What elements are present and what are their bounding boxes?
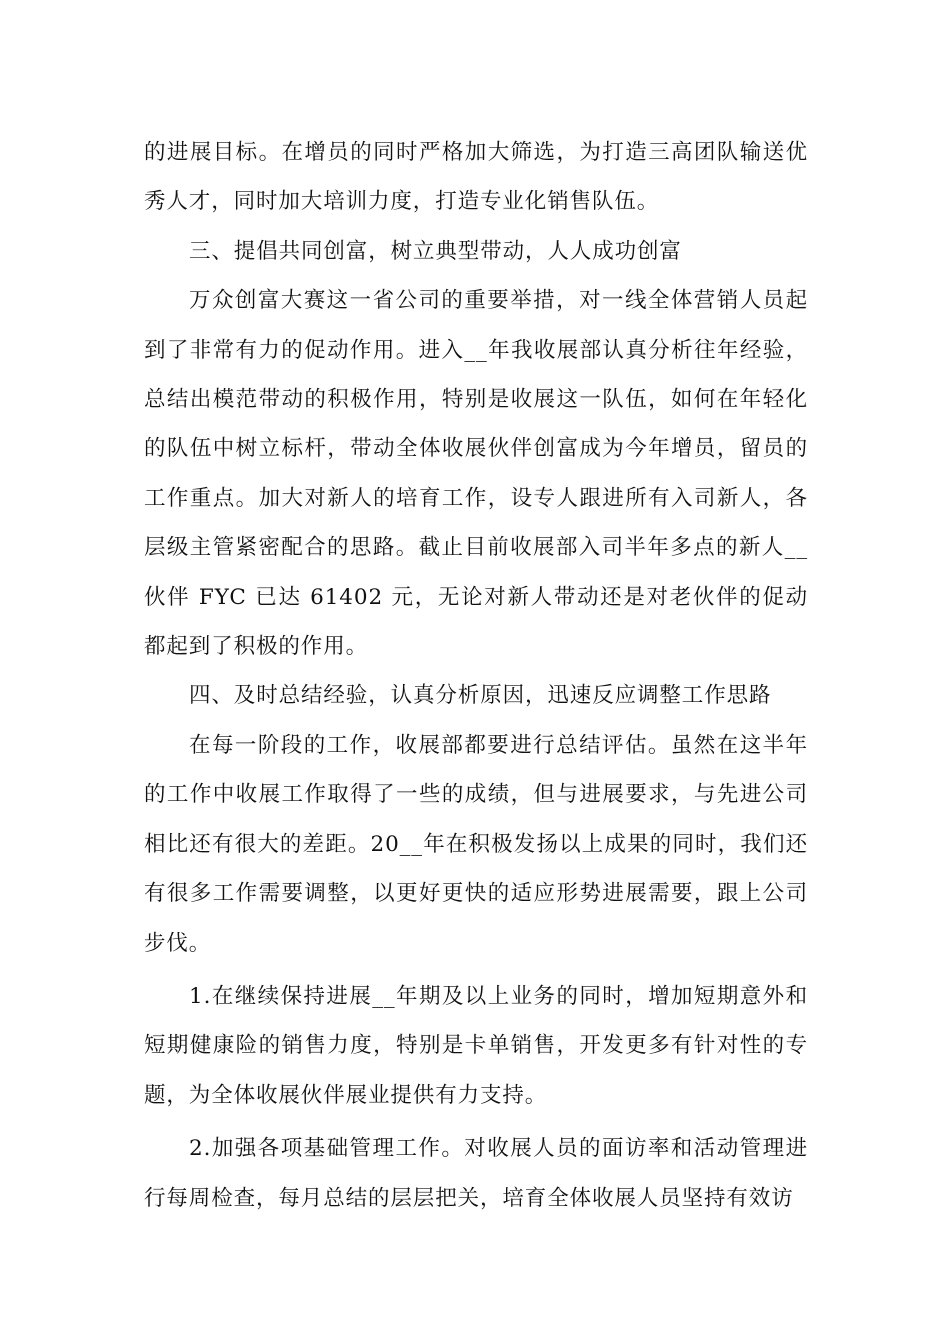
list-item-1: 1.在继续保持进展__年期及以上业务的同时，增加短期意外和短期健康险的销售力度，特别是卡单销售，开发更多有针对性的专题，为全体收展伙伴展业提供有力支持。 bbox=[144, 983, 808, 1108]
section-heading-three: 三、提倡共同创富，树立典型带动，人人成功创富 bbox=[189, 238, 682, 264]
list-item-2: 2.加强各项基础管理工作。对收展人员的面访率和活动管理进行每周检查，每月总结的层层把关，培育全体收展人员坚持有效访 bbox=[144, 1136, 808, 1211]
paragraph-stage-summary: 在每一阶段的工作，收展部都要进行总结评估。虽然在这半年的工作中收展工作取得了一些的成绩，但与进展要求，与先进公司相比还有很大的差距。20__年在积极发扬以上成果的同时，我们还有很多工作需要调整，以更好更快的适应形势进展需要，跟上公司步伐。 bbox=[144, 732, 808, 956]
section-heading-four: 四、及时总结经验，认真分析原因，迅速反应调整工作思路 bbox=[189, 683, 772, 709]
paragraph-wealth-contest: 万众创富大赛这一省公司的重要举措，对一线全体营销人员起到了非常有力的促动作用。进入__年我收展部认真分析往年经验，总结出模范带动的积极作用，特别是收展这一队伍，如何在年轻化的队伍中树立标杆，带动全体收展伙伴创富成为今年增员，留员的工作重点。加大对新人的培育工作，设专人跟进所有入司新人，各层级主管紧密配合的思路。截止目前收展部入司半年多点的新人__伙伴 FYC 已达 61402 元，无论对新人带动还是对老伙伴的促动都起到了积极的作用。 bbox=[144, 288, 808, 660]
document-body bbox=[144, 128, 808, 1223]
paragraph-continuation: 的进展目标。在增员的同时严格加大筛选，为打造三高团队输送优秀人才，同时加大培训力度，打造专业化销售队伍。 bbox=[144, 140, 808, 215]
